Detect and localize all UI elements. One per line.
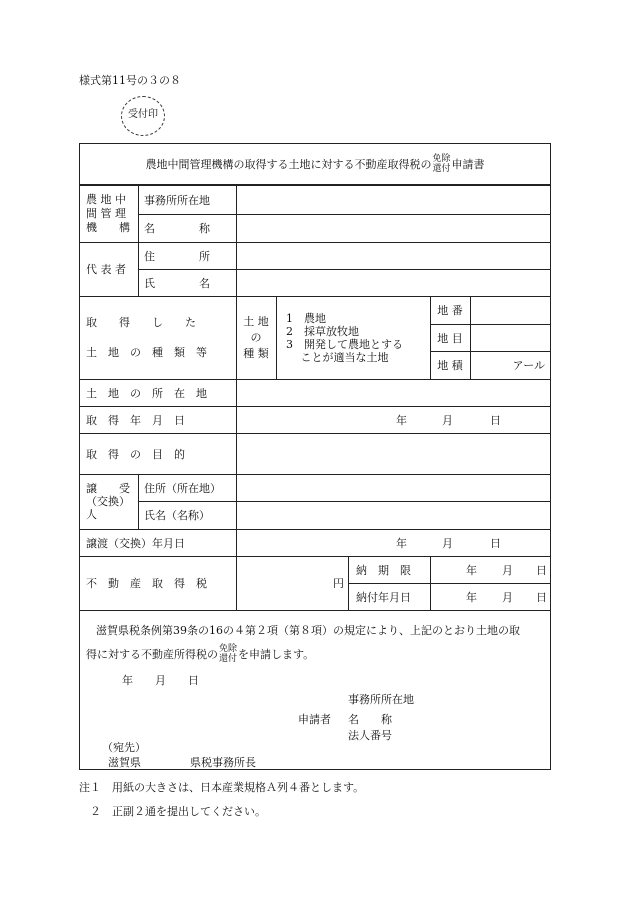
transferee-address-label: 住所（所在地） bbox=[144, 481, 221, 495]
corporate-number-label: 法人番号 bbox=[348, 729, 392, 742]
applicant-label: 申請者 bbox=[298, 713, 331, 726]
yen-unit: 円 bbox=[333, 577, 344, 590]
transferee-label bbox=[86, 476, 136, 527]
transferee-address-field[interactable] bbox=[240, 476, 546, 499]
application-form bbox=[79, 143, 551, 770]
transfer-day-unit: 日 bbox=[490, 536, 501, 550]
title-option-exemption: 免除 bbox=[432, 154, 451, 164]
declaration-line2 bbox=[86, 640, 386, 668]
acq-day-unit: 日 bbox=[490, 413, 501, 427]
lot-number-label: 地 番 bbox=[437, 304, 463, 317]
paid-month-unit: 月 bbox=[502, 590, 513, 604]
land-category-label: 地 目 bbox=[437, 331, 463, 345]
land-type-label bbox=[86, 304, 230, 371]
land-category-field[interactable] bbox=[473, 326, 547, 349]
transferee-label-line: 人 bbox=[86, 508, 97, 521]
org-label-line: 機 構 bbox=[86, 221, 130, 234]
transferee-name-field[interactable] bbox=[240, 503, 546, 527]
area-unit: アール bbox=[512, 359, 545, 372]
reception-stamp-box bbox=[121, 96, 165, 136]
due-day-unit: 日 bbox=[536, 563, 547, 577]
rep-label: 代 表 者 bbox=[86, 263, 126, 276]
land-kind-line: 土 地 bbox=[243, 314, 269, 328]
stamp-label: 受付印 bbox=[128, 109, 158, 120]
paid-year-unit: 年 bbox=[466, 590, 477, 604]
land-kind-line: 種 類 bbox=[243, 346, 269, 360]
declaration-line1: 滋賀県税条例第39条の16の４第２項（第８項）の規定により、上記のとおり土地の取 bbox=[96, 624, 520, 637]
land-type-label-line: 土 地 の 種 類 等 bbox=[86, 345, 207, 359]
note-item: 注１ 用紙の大きさは、日本産業規格Ａ列４番とします。 bbox=[79, 781, 365, 794]
title-option-refund: 還付 bbox=[432, 164, 451, 174]
land-type-option: 3 開発して農地とする bbox=[286, 337, 403, 351]
org-address-label: 事務所所在地 bbox=[144, 194, 210, 207]
acq-year-unit: 年 bbox=[396, 413, 407, 427]
title-option-stack bbox=[432, 154, 450, 174]
form-number: 様式第11号の３の８ bbox=[79, 74, 181, 87]
declaration-option-refund: 還付 bbox=[219, 654, 238, 664]
rep-address-field[interactable] bbox=[240, 244, 546, 267]
note-item: ２ 正副２通を提出してください。 bbox=[79, 805, 266, 818]
due-month-unit: 月 bbox=[502, 563, 513, 577]
transfer-date-label: 譲渡（交換）年月日 bbox=[86, 536, 185, 550]
tax-label: 不 動 産 取 得 税 bbox=[86, 577, 207, 590]
land-type-options bbox=[286, 298, 428, 377]
title-text: 農地中間管理機構の取得する土地に対する不動産取得税の bbox=[145, 158, 432, 171]
org-label-line: 農 地 中 bbox=[86, 193, 126, 206]
transferee-label-line: （交換） bbox=[86, 495, 130, 508]
addressee-label: （宛先） bbox=[102, 741, 146, 754]
org-address-field[interactable] bbox=[240, 188, 546, 212]
transferee-name-label: 氏名（名称） bbox=[144, 509, 210, 522]
land-type-option: 1 農地 bbox=[286, 311, 326, 325]
due-year-unit: 年 bbox=[466, 563, 477, 577]
paid-day-unit: 日 bbox=[536, 590, 547, 604]
form-title bbox=[80, 144, 550, 186]
org-label bbox=[86, 188, 132, 240]
payment-date-label: 納付年月日 bbox=[356, 590, 411, 604]
land-kind-label bbox=[238, 298, 274, 377]
application-date: 年 月 日 bbox=[122, 674, 199, 687]
office-location-label: 事務所所在地 bbox=[348, 693, 414, 706]
purpose-label: 取 得 の 目 的 bbox=[86, 447, 185, 461]
land-type-option: ことが適当な土地 bbox=[286, 350, 389, 364]
transferee-label-line: 譲 受 bbox=[86, 482, 130, 495]
rep-name-field[interactable] bbox=[240, 271, 546, 294]
title-suffix: 申請書 bbox=[451, 158, 485, 171]
location-field[interactable] bbox=[240, 381, 546, 404]
notes bbox=[79, 776, 364, 824]
due-date-label: 納 期 限 bbox=[356, 563, 411, 577]
location-label: 土 地 の 所 在 地 bbox=[86, 386, 207, 400]
land-kind-line: の bbox=[250, 330, 262, 344]
tax-amount-field[interactable] bbox=[240, 556, 344, 610]
declaration-option-exemption: 免除 bbox=[219, 644, 238, 654]
declaration-option-stack bbox=[219, 644, 237, 664]
rep-name-label: 氏 名 bbox=[144, 276, 210, 290]
lot-number-field[interactable] bbox=[473, 298, 547, 322]
land-type-option: 2 採草放牧地 bbox=[286, 324, 359, 338]
applicant-name-label: 名 称 bbox=[348, 713, 392, 726]
land-area-field[interactable] bbox=[473, 351, 545, 379]
rep-address-label: 住 所 bbox=[144, 249, 210, 263]
recipient-prefecture: 滋賀県 bbox=[108, 756, 141, 769]
org-label-line: 間 管 理 bbox=[86, 207, 126, 220]
land-area-label: 地 積 bbox=[437, 359, 463, 372]
recipient-office: 県税事務所長 bbox=[190, 756, 256, 769]
acquisition-date-label: 取 得 年 月 日 bbox=[86, 413, 185, 427]
declaration-suffix: を申請します。 bbox=[238, 648, 315, 661]
declaration-text: 得に対する不動産所得税の bbox=[86, 648, 218, 661]
org-name-field[interactable] bbox=[240, 216, 546, 240]
acq-month-unit: 月 bbox=[442, 413, 453, 427]
transfer-month-unit: 月 bbox=[442, 536, 453, 550]
land-type-label-line: 取 得 し た bbox=[86, 315, 196, 329]
purpose-field[interactable] bbox=[240, 435, 546, 472]
org-name-label: 名 称 bbox=[144, 222, 210, 235]
transfer-year-unit: 年 bbox=[396, 536, 407, 550]
